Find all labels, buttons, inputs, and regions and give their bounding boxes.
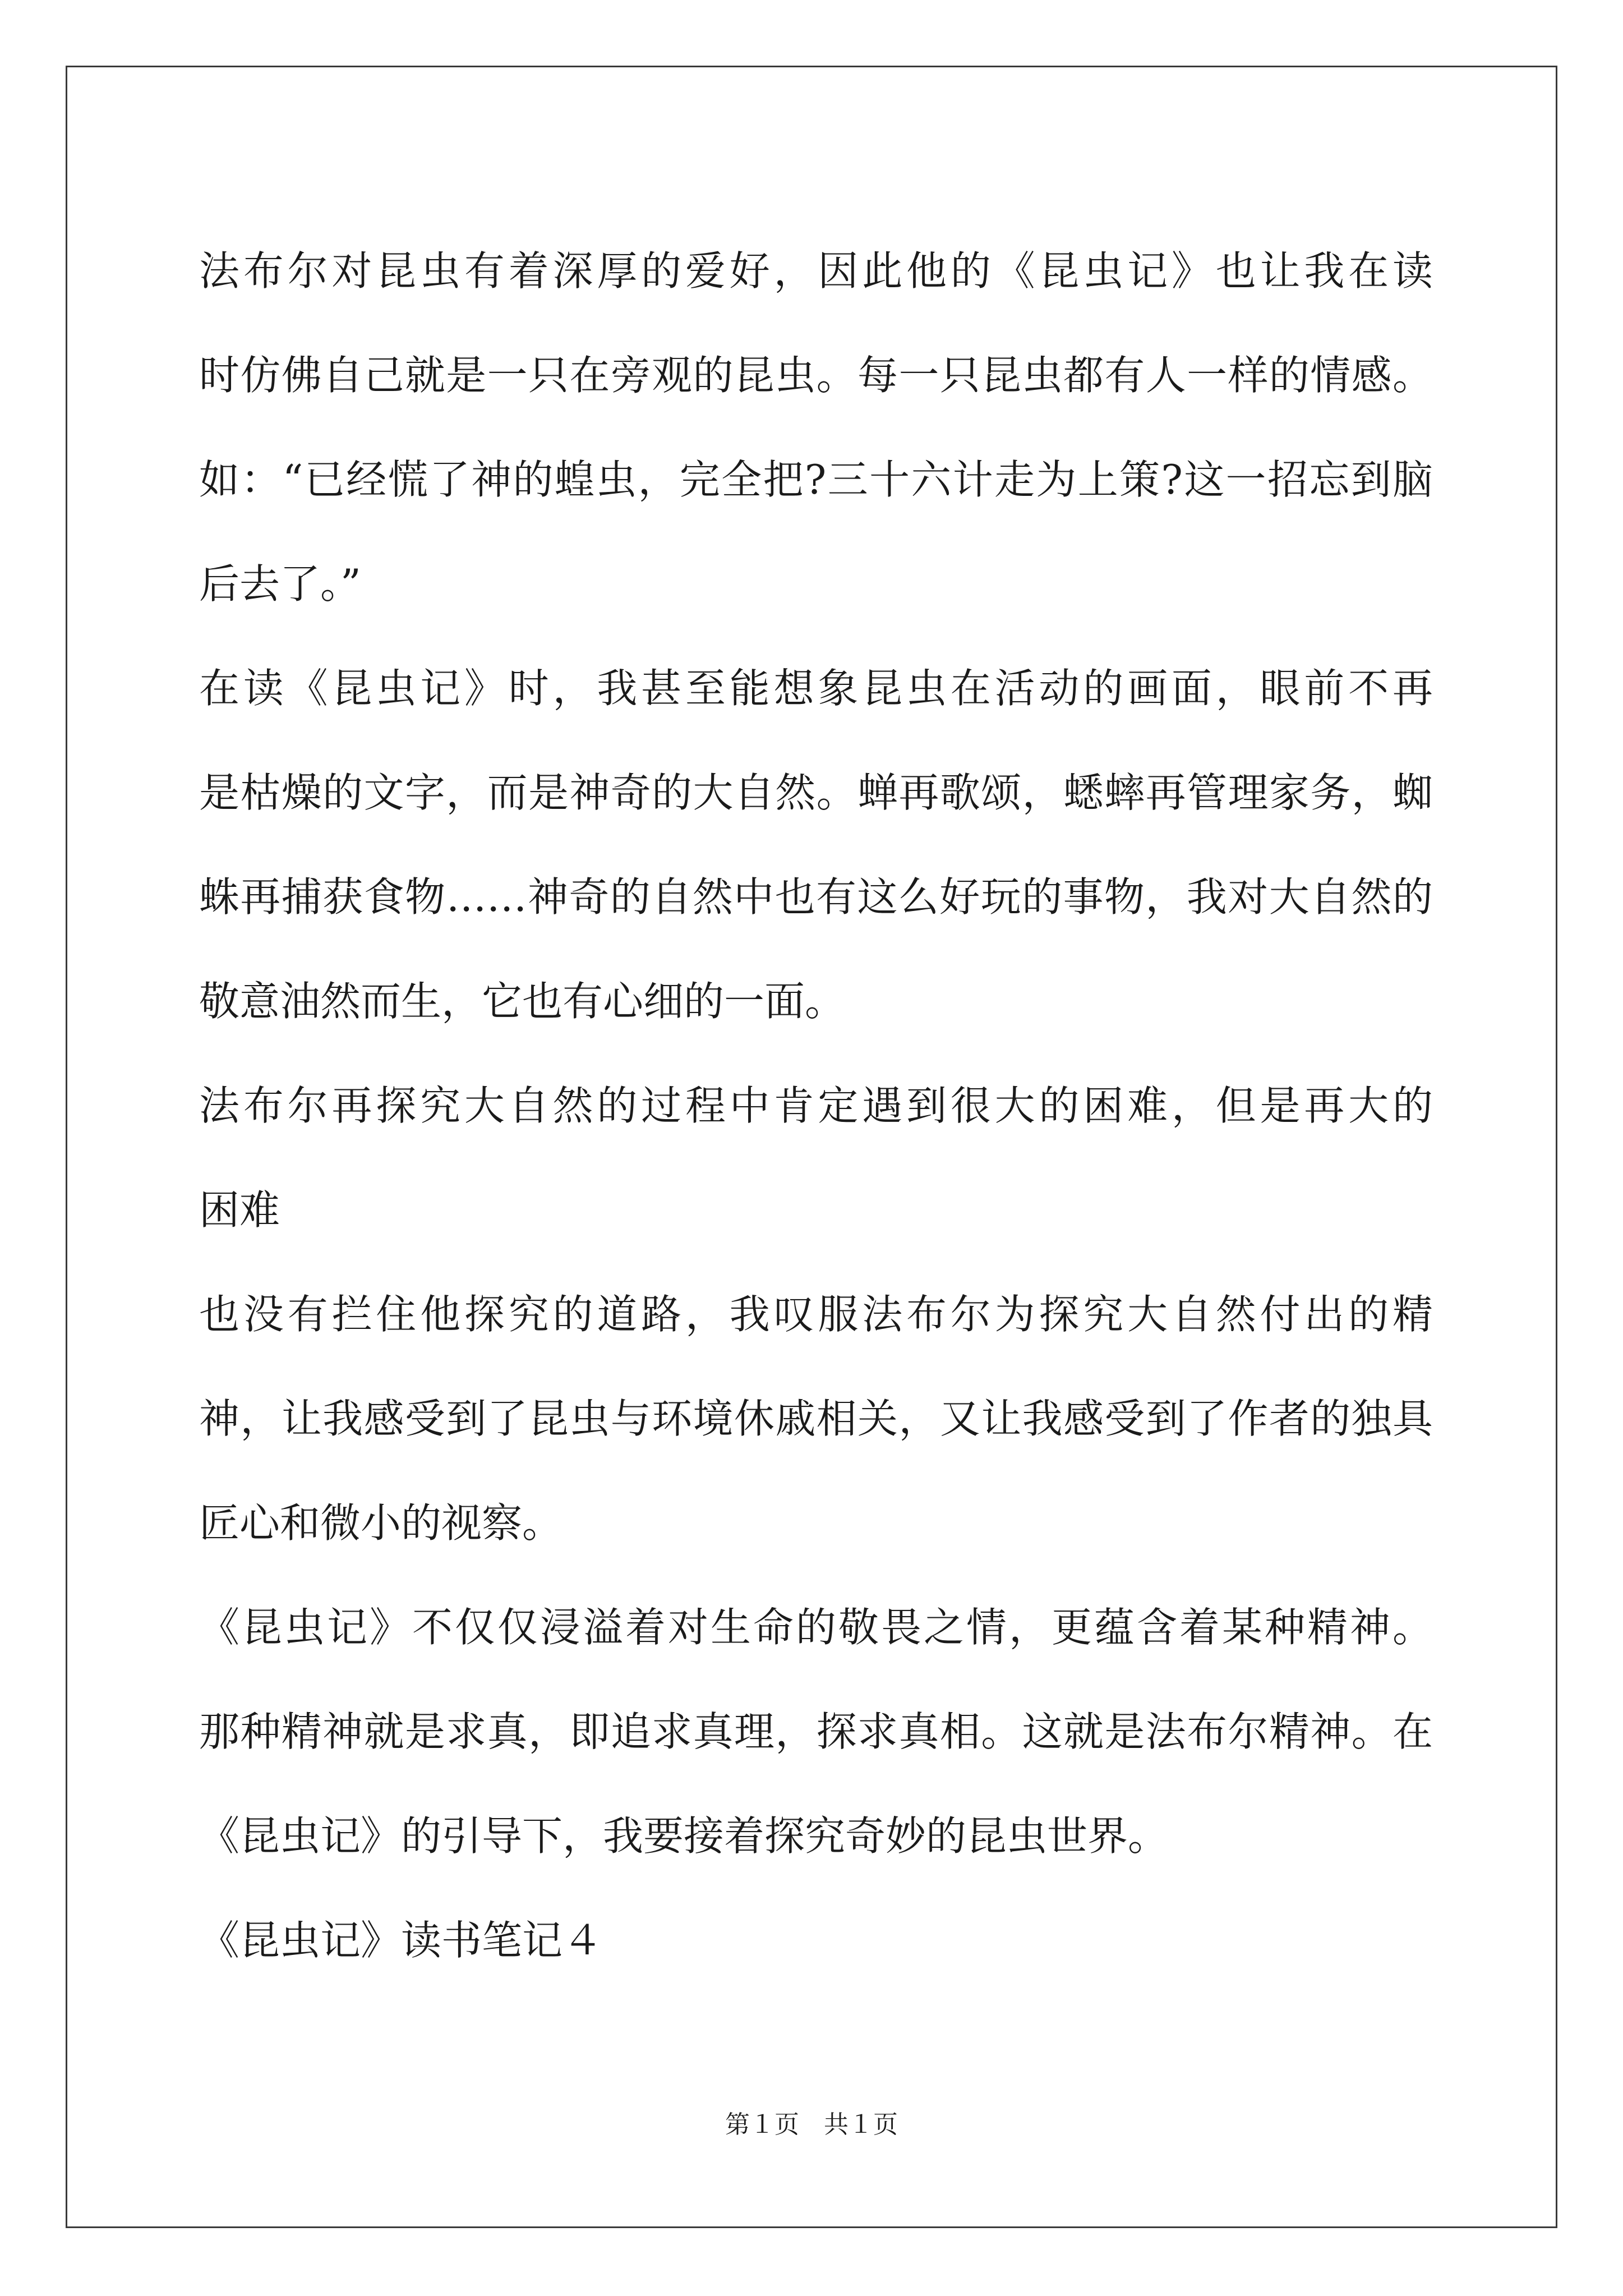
- text-line: 也没有拦住他探究的道路，我叹服法布尔为探究大自然付出的精: [199, 1291, 1433, 1338]
- text-line: 神，让我感受到了昆虫与环境休戚相关，又让我感受到了作者的独具: [199, 1395, 1433, 1442]
- text-line: 法布尔再探究大自然的过程中肯定遇到很大的困难，但是再大的: [199, 1082, 1433, 1129]
- text-line: 那种精神就是求真，即追求真理，探求真相。这就是法布尔精神。在: [199, 1708, 1433, 1755]
- text-line: 时仿佛自己就是一只在旁观的昆虫。每一只昆虫都有人一样的情感。: [199, 352, 1433, 399]
- text-line: 困难: [199, 1186, 280, 1234]
- paragraph-1: [199, 219, 1433, 636]
- paragraph-3: [199, 1053, 1433, 1262]
- text-line: 是枯燥的文字，而是神奇的大自然。蝉再歌颂，蟋蟀再管理家务，蜘: [199, 769, 1433, 816]
- document-body: [199, 219, 1433, 1993]
- page-number-label: 第１页 共１页: [725, 2110, 898, 2139]
- text-line: 后去了。”: [199, 560, 361, 608]
- text-line: 《昆虫记》不仅仅浸溢着对生命的敬畏之情，更蕴含着某种精神。: [199, 1604, 1433, 1651]
- text-line: 《昆虫记》的引导下，我要接着探究奇妙的昆虫世界。: [199, 1812, 1169, 1860]
- text-line: 匠心和微小的视察。: [199, 1499, 563, 1547]
- section-heading: 《昆虫记》读书笔记４: [199, 1917, 603, 1964]
- paragraph-4: [199, 1262, 1433, 1575]
- text-line: 在读《昆虫记》时，我甚至能想象昆虫在活动的画面，眼前不再: [199, 665, 1433, 712]
- paragraph-2: [199, 636, 1433, 1053]
- text-line: 敬意油然而生，它也有心细的一面。: [199, 978, 846, 1025]
- paragraph-5: [199, 1575, 1433, 1888]
- text-line: 如：“已经慌了神的蝗虫，完全把?三十六计走为上策?这一招忘到脑: [199, 456, 1433, 503]
- text-line: 蛛再捕获食物……神奇的自然中也有这么好玩的事物，我对大自然的: [199, 873, 1433, 921]
- page-footer: [0, 2108, 1623, 2142]
- text-line: 法布尔对昆虫有着深厚的爱好，因此他的《昆虫记》也让我在读: [199, 247, 1433, 295]
